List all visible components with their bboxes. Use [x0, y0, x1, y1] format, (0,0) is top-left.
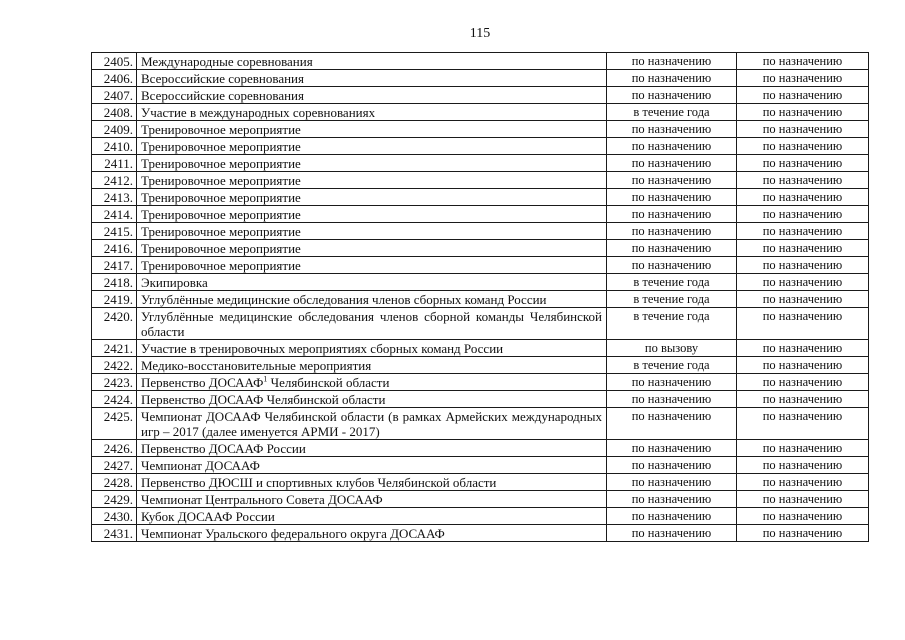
event-timing: по назначению: [607, 257, 737, 274]
event-timing: по назначению: [607, 121, 737, 138]
event-timing: по назначению: [607, 189, 737, 206]
event-name: Тренировочное мероприятие: [137, 189, 607, 206]
row-number: 2423.: [92, 374, 137, 391]
event-timing: по назначению: [607, 53, 737, 70]
row-number: 2427.: [92, 457, 137, 474]
event-name: Чемпионат ДОСААФ Челябинской области (в рамках Армейских международных игр – 2017 (далее именуется АРМИ - 2017): [137, 408, 607, 440]
event-name: Тренировочное мероприятие: [137, 206, 607, 223]
footnote-marker: 1: [263, 374, 268, 384]
event-assignment: по назначению: [737, 138, 869, 155]
event-name: Тренировочное мероприятие: [137, 138, 607, 155]
event-name: Первенство ДОСААФ России: [137, 440, 607, 457]
row-number: 2429.: [92, 491, 137, 508]
table-row: [92, 357, 869, 374]
event-name: [137, 374, 607, 391]
event-name: Углублённые медицинские обследования членов сборной команды Челябинской области: [137, 308, 607, 340]
table-row: [92, 223, 869, 240]
event-name: Тренировочное мероприятие: [137, 240, 607, 257]
event-assignment: по назначению: [737, 274, 869, 291]
event-name: Первенство ДОСААФ Челябинской области: [137, 391, 607, 408]
event-timing: по назначению: [607, 525, 737, 542]
row-number: 2410.: [92, 138, 137, 155]
table-row: [92, 87, 869, 104]
event-timing: в течение года: [607, 274, 737, 291]
table-row: [92, 189, 869, 206]
event-assignment: по назначению: [737, 308, 869, 340]
event-assignment: по назначению: [737, 491, 869, 508]
table-row: [92, 240, 869, 257]
row-number: 2420.: [92, 308, 137, 340]
row-number: 2425.: [92, 408, 137, 440]
event-name: Кубок ДОСААФ России: [137, 508, 607, 525]
table-row: [92, 391, 869, 408]
event-assignment: по назначению: [737, 457, 869, 474]
event-name: Медико-восстановительные мероприятия: [137, 357, 607, 374]
row-number: 2422.: [92, 357, 137, 374]
row-number: 2411.: [92, 155, 137, 172]
events-table: [91, 52, 869, 542]
event-timing: по назначению: [607, 491, 737, 508]
event-assignment: по назначению: [737, 357, 869, 374]
row-number: 2418.: [92, 274, 137, 291]
event-timing: в течение года: [607, 291, 737, 308]
row-number: 2426.: [92, 440, 137, 457]
table-row: [92, 408, 869, 440]
events-table-body: [92, 53, 869, 542]
event-timing: по назначению: [607, 508, 737, 525]
event-name-text: Первенство ДОСААФ$^1$ Челябинской области: [141, 374, 390, 390]
event-timing: по назначению: [607, 223, 737, 240]
table-row: [92, 291, 869, 308]
table-row: [92, 274, 869, 291]
event-timing: по назначению: [607, 240, 737, 257]
event-name: Тренировочное мероприятие: [137, 121, 607, 138]
event-timing: по назначению: [607, 138, 737, 155]
event-name: Тренировочное мероприятие: [137, 155, 607, 172]
row-number: 2406.: [92, 70, 137, 87]
event-timing: по назначению: [607, 155, 737, 172]
table-row: [92, 440, 869, 457]
event-assignment: по назначению: [737, 408, 869, 440]
table-row: [92, 508, 869, 525]
event-assignment: по назначению: [737, 525, 869, 542]
event-timing: по назначению: [607, 172, 737, 189]
event-assignment: по назначению: [737, 440, 869, 457]
event-name: Международные соревнования: [137, 53, 607, 70]
row-number: 2407.: [92, 87, 137, 104]
event-name: Участие в тренировочных мероприятиях сборных команд России: [137, 340, 607, 357]
event-name: Тренировочное мероприятие: [137, 172, 607, 189]
table-row: [92, 374, 869, 391]
row-number: 2419.: [92, 291, 137, 308]
row-number: 2416.: [92, 240, 137, 257]
event-assignment: по назначению: [737, 121, 869, 138]
page-number: 115: [469, 26, 491, 41]
table-row: [92, 491, 869, 508]
table-row: [92, 308, 869, 340]
row-number: 2412.: [92, 172, 137, 189]
row-number: 2428.: [92, 474, 137, 491]
event-name: Участие в международных соревнованиях: [137, 104, 607, 121]
event-timing: по назначению: [607, 408, 737, 440]
event-assignment: по назначению: [737, 70, 869, 87]
table-row: [92, 340, 869, 357]
row-number: 2431.: [92, 525, 137, 542]
table-row: [92, 457, 869, 474]
event-assignment: по назначению: [737, 155, 869, 172]
event-timing: по назначению: [607, 457, 737, 474]
row-number: 2405.: [92, 53, 137, 70]
event-assignment: по назначению: [737, 240, 869, 257]
event-name: Первенство ДЮСШ и спортивных клубов Челябинской области: [137, 474, 607, 491]
row-number: 2408.: [92, 104, 137, 121]
event-name: Всероссийские соревнования: [137, 87, 607, 104]
event-assignment: по назначению: [737, 87, 869, 104]
event-assignment: по назначению: [737, 508, 869, 525]
event-timing: по назначению: [607, 474, 737, 491]
event-assignment: по назначению: [737, 172, 869, 189]
row-number: 2409.: [92, 121, 137, 138]
event-timing: по назначению: [607, 440, 737, 457]
event-assignment: по назначению: [737, 189, 869, 206]
event-timing: по назначению: [607, 70, 737, 87]
table-row: [92, 121, 869, 138]
row-number: 2421.: [92, 340, 137, 357]
event-assignment: по назначению: [737, 53, 869, 70]
event-timing: в течение года: [607, 104, 737, 121]
event-timing: в течение года: [607, 357, 737, 374]
event-timing: по вызову: [607, 340, 737, 357]
event-assignment: по назначению: [737, 257, 869, 274]
event-name: Тренировочное мероприятие: [137, 223, 607, 240]
table-row: [92, 474, 869, 491]
event-timing: по назначению: [607, 206, 737, 223]
row-number: 2430.: [92, 508, 137, 525]
event-assignment: по назначению: [737, 391, 869, 408]
event-name: Чемпионат Центрального Совета ДОСААФ: [137, 491, 607, 508]
event-timing: по назначению: [607, 391, 737, 408]
event-name: Углублённые медицинские обследования членов сборных команд России: [137, 291, 607, 308]
event-timing: по назначению: [607, 374, 737, 391]
row-number: 2417.: [92, 257, 137, 274]
event-assignment: по назначению: [737, 474, 869, 491]
event-timing: в течение года: [607, 308, 737, 340]
event-name: Всероссийские соревнования: [137, 70, 607, 87]
row-number: 2415.: [92, 223, 137, 240]
event-name: Чемпионат ДОСААФ: [137, 457, 607, 474]
event-name: Чемпионат Уральского федерального округа ДОСААФ: [137, 525, 607, 542]
event-name: Тренировочное мероприятие: [137, 257, 607, 274]
event-timing: по назначению: [607, 87, 737, 104]
table-row: [92, 104, 869, 121]
event-assignment: по назначению: [737, 340, 869, 357]
table-row: [92, 257, 869, 274]
table-row: [92, 53, 869, 70]
row-number: 2413.: [92, 189, 137, 206]
event-assignment: по назначению: [737, 374, 869, 391]
table-row: [92, 206, 869, 223]
row-number: 2414.: [92, 206, 137, 223]
event-assignment: по назначению: [737, 223, 869, 240]
table-row: [92, 70, 869, 87]
table-row: [92, 138, 869, 155]
event-assignment: по назначению: [737, 206, 869, 223]
table-row: [92, 155, 869, 172]
table-row: [92, 525, 869, 542]
event-name: Экипировка: [137, 274, 607, 291]
table-row: [92, 172, 869, 189]
event-assignment: по назначению: [737, 104, 869, 121]
row-number: 2424.: [92, 391, 137, 408]
event-assignment: по назначению: [737, 291, 869, 308]
